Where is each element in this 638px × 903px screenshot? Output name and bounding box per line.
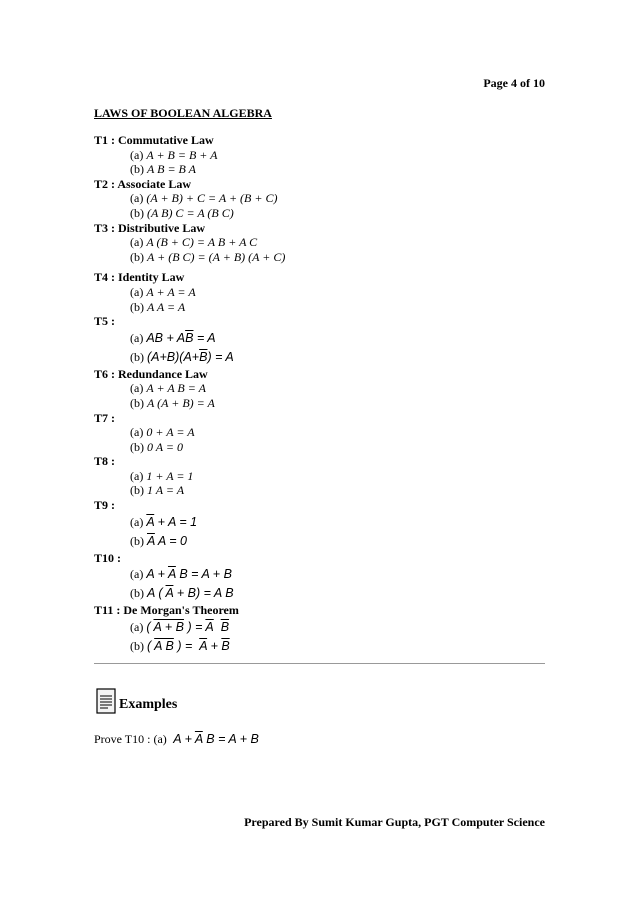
law-t11 [94,603,554,656]
law-line: (b) 0 A = 0 [130,439,183,454]
law-t4 [94,270,554,314]
law-t3 [94,221,554,265]
document-icon [96,688,116,714]
law-line: (a) 1 + A = 1 [130,468,194,483]
law-line: (a) A + B = B + A [130,147,218,162]
law-line: (b) (A B) C = A (B C) [130,205,234,220]
law-t7 [94,411,554,455]
law-formula-image: $(A+B)(A+\overline{B}) = A$ [147,349,234,364]
law-expression: A (A + B) = A [147,395,215,410]
law-line: (a) A (B + C) = A B + A C [130,235,258,250]
law-line: (a) (A + B) + C = A + (B + C) [130,191,278,206]
law-expression: A A = A [147,299,186,314]
law-line: (a) 0 + A = A [130,425,195,440]
law-title: T7 : [94,410,115,425]
law-t5 [94,314,554,367]
law-title: T1 : Commutative Law [94,133,214,147]
footer-credit: Prepared By Sumit Kumar Gupta, PGT Computer Science [244,815,545,829]
law-formula-image: ( A + B ) = $\overline{A}$ $\overline{B}$ [146,619,230,634]
law-line: (a) ( A + B ) = $\overline{A}$ $\overline{B}$ [130,619,230,634]
law-line: (a) A + A B = A [130,381,206,396]
law-expression: A + A = A [146,284,196,299]
law-formula-image: A ( $\overline{A} + B) = A$ B [147,586,234,601]
law-expression: A + B = B + A [146,147,218,162]
law-t10 [94,551,554,604]
law-expression: A B = B A [147,162,196,177]
law-expression: 1 + A = 1 [146,468,194,483]
law-expression: 1 A = A [147,483,185,498]
law-line: (b) $(A+B)(A+\overline{B}) = A$ [130,349,234,364]
law-expression: 0 + A = A [146,425,195,440]
law-line: (b) 1 A = A [130,483,185,498]
law-title: T11 : De Morgan's Theorem [94,603,239,618]
law-line: (b) A (A + B) = A [130,395,215,410]
law-title: T10 : [94,550,121,565]
prove-label: Prove T10 : (a) [94,732,167,746]
law-line: (b) A ( $\overline{A} + B) = A$ B [130,586,234,601]
law-title: T5 : [94,314,115,329]
law-title: T6 : Redundance Law [94,366,208,381]
law-title: T9 : [94,498,115,513]
law-title: T4 : Identity Law [94,270,185,285]
law-expression: A + (B C) = (A + B) (A + C) [147,249,286,264]
law-t2 [94,177,554,221]
laws-list [94,133,554,656]
law-line: (b) A + (B C) = (A + B) (A + C) [130,249,286,264]
law-t9 [94,498,554,551]
law-line: (a) $A + \overline{A}$ B = A + B [130,567,232,582]
page-number: Page 4 of 10 [483,76,545,90]
divider [94,663,545,664]
page-title: LAWS OF BOOLEAN ALGEBRA [94,106,272,120]
law-t6 [94,367,554,411]
law-line: (b) A B = B A [130,162,196,177]
law-expression: (A B) C = A (B C) [147,205,234,220]
law-formula-image: ( A B ) = $\overline{A} + \overline{B}$ [147,638,230,653]
examples-header [96,684,177,714]
law-t8 [94,454,554,498]
prove-formula-image: $A + \overline{A}$ B = A + B [169,732,259,746]
law-formula-image: $\overline{A} + A = 1$ [146,514,198,529]
law-line: (a) AB + $A\overline{B} = A$ [130,330,216,345]
law-t1 [94,133,554,177]
law-expression: 0 A = 0 [147,439,183,454]
law-line: (b) A A = A [130,299,186,314]
example-prove [94,732,259,747]
law-formula-image: $\overline{A}$ A = 0 [147,533,187,548]
law-line: (b) ( A B ) = $\overline{A} + \overline{B}$ [130,638,230,653]
law-line: (b) $\overline{A}$ A = 0 [130,533,187,548]
law-formula-image: $A + \overline{A}$ B = A + B [146,567,232,582]
law-expression: A + A B = A [146,381,206,396]
law-expression: (A + B) + C = A + (B + C) [146,191,278,206]
law-title: T3 : Distributive Law [94,220,205,235]
law-title: T2 : Associate Law [94,176,191,191]
law-line: (a) A + A = A [130,284,196,299]
law-line: (a) $\overline{A} + A = 1$ [130,514,198,529]
law-formula-image: AB + $A\overline{B} = A$ [146,330,216,345]
examples-title: Examples [119,697,178,712]
law-title: T8 : [94,454,115,469]
law-expression: A (B + C) = A B + A C [146,235,258,250]
